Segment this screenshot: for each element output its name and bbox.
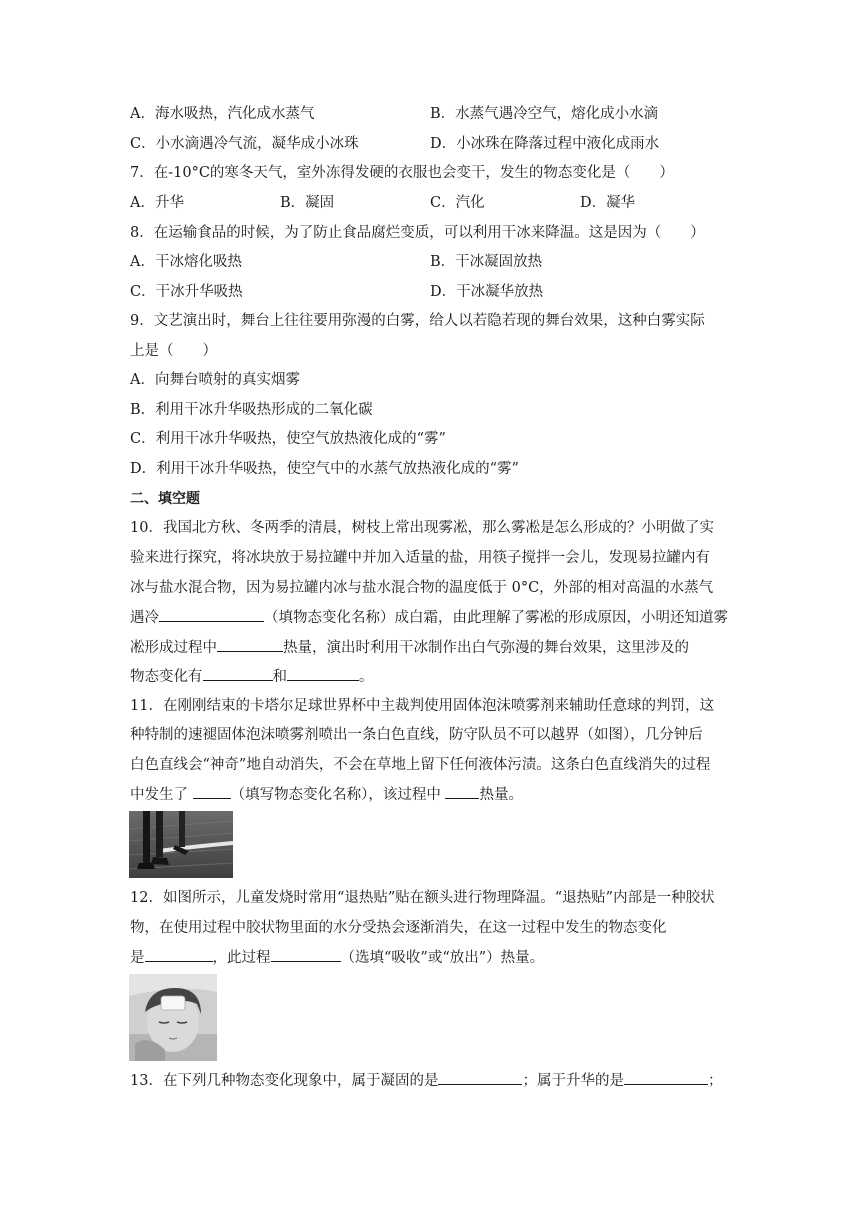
q12-text: （选填“吸收”或“放出”）热量。 [340, 950, 545, 966]
q8-option-c: C．干冰升华吸热 [130, 284, 243, 300]
answer-blank[interactable] [203, 666, 273, 681]
q7-option-d: D．凝华 [580, 195, 636, 211]
q12-line3 [130, 947, 544, 968]
answer-blank[interactable] [217, 637, 283, 652]
q11-line4 [130, 784, 523, 805]
answer-blank[interactable] [445, 784, 479, 799]
q11-line2: 种特制的速褪固体泡沫喷雾剂喷出一条白色直线，防守队员不可以越界（如图），几分钟后 [130, 727, 703, 743]
q10-text: 和 [272, 669, 287, 685]
q12-line1: 12．如图所示，儿童发烧时常用“退热贴”贴在额头进行物理降温。“退热贴”内部是一种胶状 [130, 890, 715, 906]
q10-line5 [130, 637, 689, 658]
answer-blank[interactable] [287, 666, 359, 681]
answer-blank[interactable] [159, 607, 264, 622]
q9-option-b: B．利用干冰升华吸热形成的二氧化碳 [130, 402, 373, 418]
q9-stem-line1: 9．文艺演出时，舞台上往往要用弥漫的白雾，给人以若隐若现的舞台效果，这种白雾实际 [130, 313, 705, 329]
q7-stem: 7．在-10°C的寒冬天气，室外冻得发硬的衣服也会变干，发生的物态变化是（ ） [130, 165, 674, 181]
q10-line2: 验来进行探究，将冰块放于易拉罐中并加入适量的盐，用筷子搅拌一会儿，发现易拉罐内有 [130, 550, 710, 566]
q12-line2: 物，在使用过程中胶状物里面的水分受热会逐渐消失，在这一过程中发生的物态变化 [130, 920, 667, 936]
q12-text: ，此过程 [212, 950, 271, 966]
section-heading-fill-in: 二、填空题 [130, 491, 200, 507]
q8-option-d: D．干冰凝华放热 [430, 284, 544, 300]
answer-blank[interactable] [438, 1070, 522, 1085]
answer-blank[interactable] [624, 1070, 708, 1085]
q10-text: 。 [359, 669, 374, 685]
q7-option-c: C．汽化 [430, 195, 485, 211]
q11-text: 中发生了 [130, 787, 188, 803]
q10-text: 遇冷 [130, 610, 159, 626]
q11-text: 热量。 [479, 787, 523, 803]
q11-line3: 白色直线会“神奇”地自动消失，不会在草地上留下任何液体污渍。这条白色直线消失的过程 [130, 757, 711, 773]
answer-blank[interactable] [145, 947, 213, 962]
q13-text: ； [707, 1073, 723, 1089]
q10-text: 物态变化有 [130, 669, 203, 685]
q10-line6 [130, 666, 374, 687]
q10-text: 热量，演出时利用干冰制作出白气弥漫的舞台效果，这里涉及的 [283, 640, 689, 656]
q13-line1 [130, 1070, 722, 1091]
q10-line4 [130, 607, 728, 628]
q8-option-a: A．干冰熔化吸热 [130, 254, 242, 270]
q11-text: （填写物态变化名称），该过程中 [230, 787, 441, 803]
q10-line1: 10．我国北方秋、冬两季的清晨，树枝上常出现雾凇，那么雾凇是怎么形成的？小明做了实 [130, 520, 714, 536]
q9-option-d: D．利用干冰升华吸热，使空气中的水蒸气放热液化成的“雾” [130, 461, 519, 477]
q12-text: 是 [130, 950, 145, 966]
q7-option-a: A．升华 [130, 195, 184, 211]
q6-option-b: B．水蒸气遇冷空气，熔化成小水滴 [430, 106, 659, 122]
q9-option-c: C．利用干冰升华吸热，使空气放热液化成的“雾” [130, 431, 446, 447]
q8-stem: 8．在运输食品的时候，为了防止食品腐烂变质，可以利用干冰来降温。这是因为（ ） [130, 225, 705, 241]
q10-text: 凇形成过程中 [130, 640, 217, 656]
q13-text: 13．在下列几种物态变化现象中，属于凝固的是 [130, 1073, 439, 1089]
q6-option-d: D．小冰珠在降落过程中液化成雨水 [430, 136, 660, 152]
answer-blank[interactable] [193, 784, 231, 799]
q7-option-b: B．凝固 [280, 195, 335, 211]
q11-line1: 11．在刚刚结束的卡塔尔足球世界杯中主裁判使用固体泡沫喷雾剂来辅助任意球的判罚，这 [130, 698, 714, 714]
answer-blank[interactable] [271, 947, 341, 962]
q8-option-b: B．干冰凝固放热 [430, 254, 543, 270]
q6-option-a: A．海水吸热，汽化成水蒸气 [130, 106, 315, 122]
q10-text: （填物态变化名称）成白霜，由此理解了雾凇的形成原因，小明还知道雾 [264, 610, 728, 626]
child-fever-patch-photo [129, 974, 217, 1061]
q13-text: ；属于升华的是 [522, 1073, 624, 1089]
q9-stem-line2: 上是（ ） [130, 343, 217, 359]
q6-option-c: C．小水滴遇冷气流，凝华成小冰珠 [130, 136, 359, 152]
q9-option-a: A．向舞台喷射的真实烟雾 [130, 372, 300, 388]
referee-foam-photo [129, 811, 233, 878]
q10-line3: 冰与盐水混合物，因为易拉罐内冰与盐水混合物的温度低于 0°C，外部的相对高温的水蒸气 [130, 580, 714, 596]
